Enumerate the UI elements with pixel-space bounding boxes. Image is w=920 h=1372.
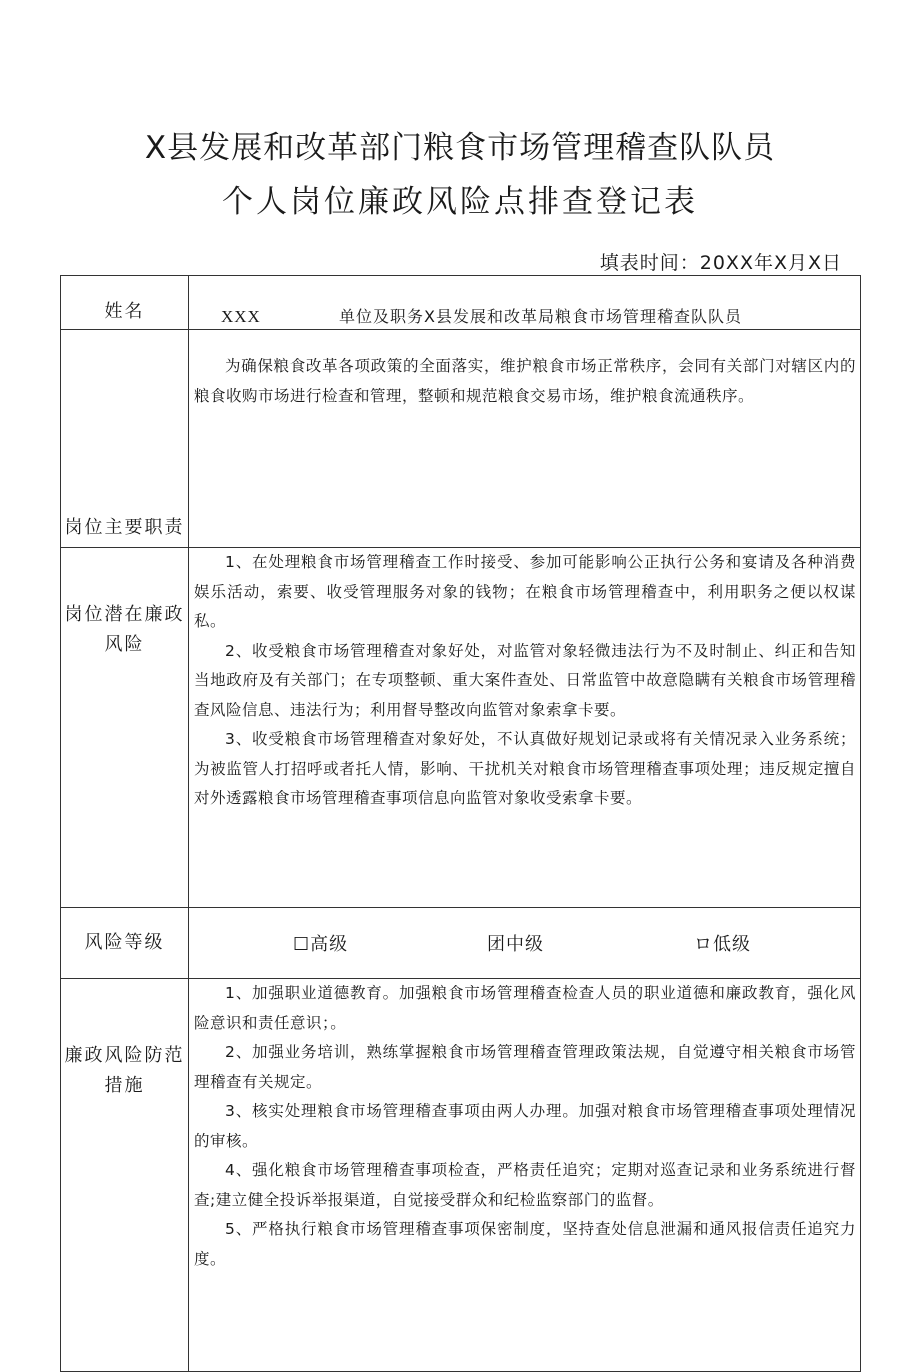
measure-row — [61, 979, 861, 1372]
risk-row — [61, 548, 861, 908]
measure-item-1: 1、加强职业道德教育。加强粮食市场管理稽查检查人员的职业道德和廉政教育，强化风险意识和责任意识；。 — [194, 984, 856, 1032]
risk-item-3: 3、收受粮食市场管理稽查对象好处，不认真做好规划记录或将有关情况录入业务系统；为被监管人打招呼或者托人情，影响、干扰机关对粮食市场管理稽查事项处理；违反规定擅自对外透露粮食市场管理稽查事项信息向监管对象收受索拿卡要。 — [194, 730, 856, 807]
level-option-low[interactable]: ロ低级 — [694, 934, 751, 955]
level-option-medium[interactable]: 团中级 — [487, 934, 544, 955]
measure-label: 廉政风险防范措施 — [61, 979, 189, 1372]
measure-cell — [189, 979, 861, 1372]
measure-item-2: 2、加强业务培训，熟练掌握粮食市场管理稽查管理政策法规，自觉遵守相关粮食市场管理稽查有关规定。 — [194, 1043, 856, 1091]
measure-item-3: 3、核实处理粮食市场管理稽查事项由两人办理。加强对粮食市场管理稽查事项处理情况的审核。 — [194, 1102, 856, 1150]
measure-item-5: 5、严格执行粮食市场管理稽查事项保密制度，坚持查处信息泄漏和通风报信责任追究力度。 — [194, 1220, 856, 1268]
level-option-high[interactable]: ☐高级 — [293, 934, 349, 955]
name-value: XXX — [221, 307, 261, 326]
level-row — [61, 908, 861, 979]
document-title-line2: 个人岗位廉政风险点排查登记表 — [222, 184, 698, 220]
duty-label: 岗位主要职责 — [61, 330, 189, 548]
name-label: 姓名 — [61, 276, 189, 330]
risk-label: 岗位潜在廉政风险 — [61, 548, 189, 908]
duty-cell — [189, 330, 861, 548]
name-row — [61, 276, 861, 330]
name-unit-cell — [189, 276, 861, 330]
level-cell — [189, 908, 861, 979]
unit-label: 单位及职务 — [339, 307, 425, 326]
unit-value: X县发展和改革局粮食市场管理稽查队队员 — [424, 307, 742, 326]
risk-item-1: 1、在处理粮食市场管理稽查工作时接受、参加可能影响公正执行公务和宴请及各种消费娱乐活动，索要、收受管理服务对象的钱物；在粮食市场管理稽查中，利用职务之便以权谋私。 — [194, 553, 856, 630]
measure-item-4: 4、强化粮食市场管理稽查事项检查，严格责任追究；定期对巡查记录和业务系统进行督查;建立健全投诉举报渠道，自觉接受群众和纪检监察部门的监督。 — [194, 1161, 856, 1209]
duty-row — [61, 330, 861, 548]
risk-item-2: 2、收受粮食市场管理稽查对象好处，对监管对象轻微违法行为不及时制止、纠正和告知当地政府及有关部门；在专项整顿、重大案件查处、日常监管中故意隐瞒有关粮食市场管理稽查风险信息、违法行为；利用督导整改向监管对象索拿卡要。 — [194, 641, 856, 719]
duty-text: 为确保粮食改革各项政策的全面落实，维护粮食市场正常秩序，会同有关部门对辖区内的粮食收购市场进行检查和管理，整顿和规范粮食交易市场，维护粮食流通秩序。 — [194, 357, 856, 405]
registration-table — [60, 275, 861, 1372]
document-title-line1: X县发展和改革部门粮食市场管理稽查队队员 — [144, 130, 776, 166]
fill-time: 填表时间：20XX年X月X日 — [599, 252, 842, 274]
risk-cell — [189, 548, 861, 908]
level-label: 风险等级 — [61, 908, 189, 979]
